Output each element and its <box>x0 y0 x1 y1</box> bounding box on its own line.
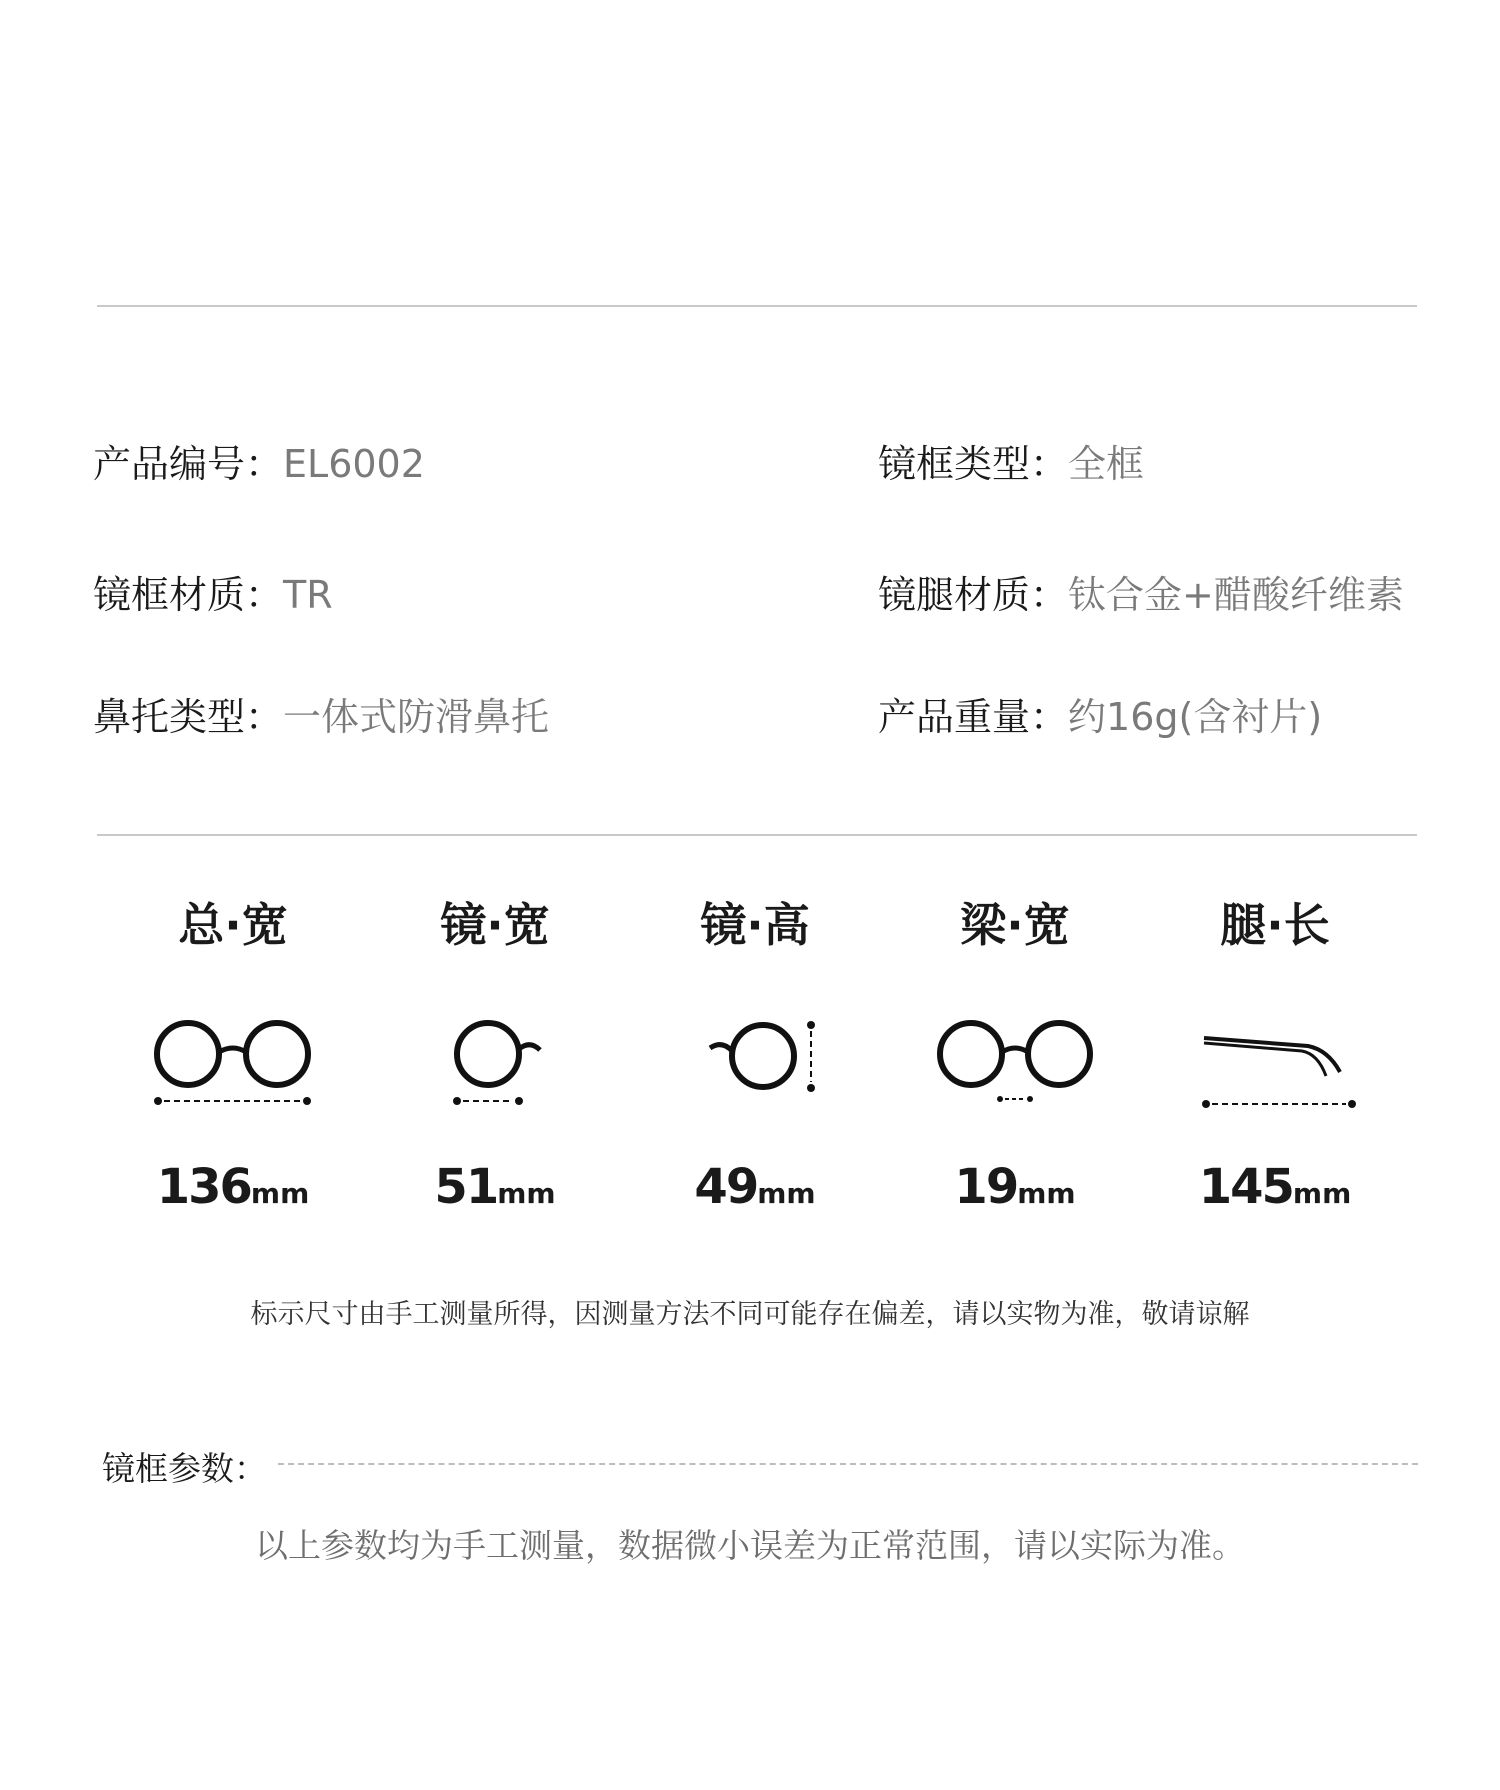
measure-number: 51 <box>434 1159 498 1215</box>
frame-params-note: 以上参数均为手工测量，数据微小误差为正常范围，请以实际为准。 <box>255 1526 1245 1565</box>
spec-frame-type <box>878 442 1145 486</box>
spec-key: 镜腿材质： <box>878 573 1069 617</box>
spec-value: 一体式防滑鼻托 <box>283 695 550 739</box>
spec-key: 产品重量： <box>878 695 1069 739</box>
total-width-icon <box>148 1020 318 1115</box>
measure-unit: mm <box>757 1177 816 1210</box>
spec-value: 全框 <box>1068 442 1145 486</box>
spec-key: 镜框材质： <box>93 573 284 617</box>
spec-key: 镜框类型： <box>878 442 1069 486</box>
measure-bridge-width <box>900 895 1130 1217</box>
frame-params-dashed-line <box>278 1463 1418 1465</box>
temple-length-icon <box>1190 1020 1360 1115</box>
measure-lens-width <box>380 895 610 1217</box>
top-divider <box>97 305 1417 307</box>
measure-title: 镜·宽 <box>440 898 550 952</box>
measure-value <box>380 1157 610 1217</box>
spec-nose-pad-type <box>93 695 550 739</box>
measure-title: 腿·长 <box>1220 898 1330 952</box>
middle-divider <box>97 834 1417 836</box>
lens-height-icon <box>670 1020 840 1115</box>
spec-weight <box>878 695 1323 739</box>
measure-title: 镜·高 <box>700 898 810 952</box>
measurement-disclaimer: 标示尺寸由手工测量所得，因测量方法不同可能存在偏差，请以实物为准，敬请谅解 <box>250 1299 1250 1330</box>
measure-value <box>1160 1157 1390 1217</box>
spec-key: 鼻托类型： <box>93 695 284 739</box>
spec-key: 产品编号： <box>93 442 284 486</box>
measure-value <box>900 1157 1130 1217</box>
measure-number: 19 <box>954 1159 1018 1215</box>
measure-number: 136 <box>156 1159 251 1215</box>
measure-unit: mm <box>1017 1177 1076 1210</box>
bridge-width-icon <box>930 1020 1100 1115</box>
measure-lens-height <box>640 895 870 1217</box>
spec-value: TR <box>283 573 333 617</box>
spec-product-code <box>93 442 425 486</box>
measure-title: 梁·宽 <box>960 898 1070 952</box>
spec-value: EL6002 <box>283 442 425 486</box>
measure-temple-length <box>1160 895 1390 1217</box>
measure-value <box>118 1157 348 1217</box>
frame-params-label: 镜框参数： <box>102 1449 267 1488</box>
measure-number: 49 <box>694 1159 758 1215</box>
spec-value: 钛合金+醋酸纤维素 <box>1068 573 1404 617</box>
spec-frame-material <box>93 573 333 617</box>
measure-number: 145 <box>1198 1159 1293 1215</box>
lens-width-icon <box>410 1020 580 1115</box>
measure-unit: mm <box>497 1177 556 1210</box>
measure-unit: mm <box>250 1177 310 1210</box>
measure-total-width <box>118 895 348 1217</box>
measure-unit: mm <box>1292 1177 1352 1210</box>
measure-value <box>640 1157 870 1217</box>
measure-title: 总·宽 <box>178 898 288 952</box>
spec-value: 约16g(含衬片) <box>1068 695 1323 739</box>
spec-temple-material <box>878 573 1404 617</box>
